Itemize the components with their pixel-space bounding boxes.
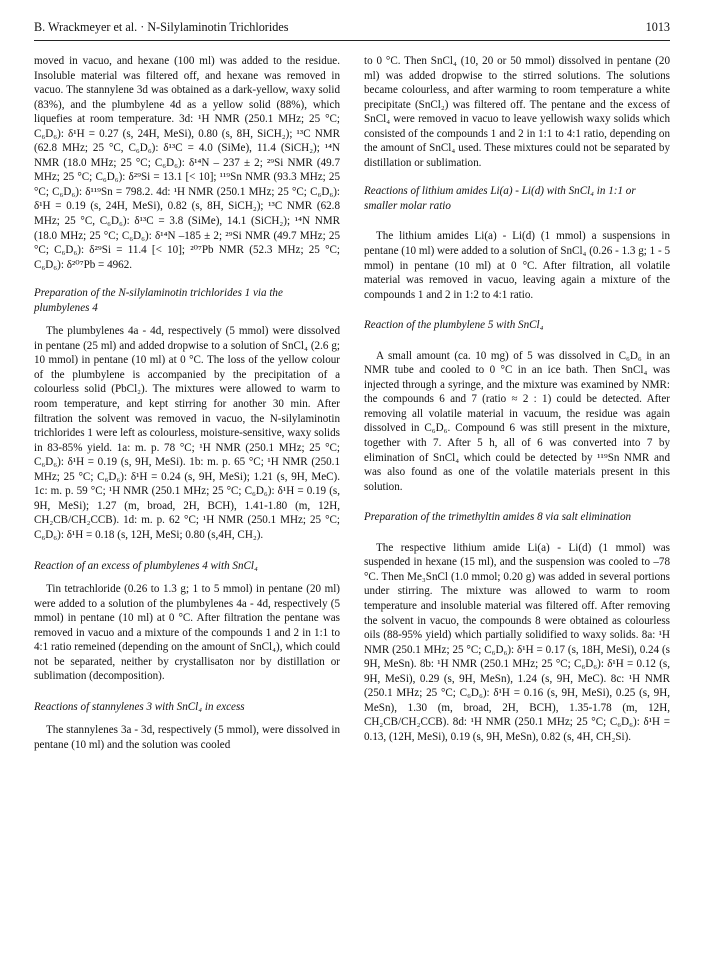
section-heading-lithium-amides: Reactions of lithium amides Li(a) - Li(d) with SnCl₄ in 1:1 or smaller molar ratio xyxy=(364,185,636,212)
section-heading-stannylenes: Reactions of stannylenes 3 with SnCl₄ in excess xyxy=(34,700,245,713)
paragraph-lithium-amides: The lithium amides Li(a) - Li(d) (1 mmol) a suspensions in pentane (10 ml) were added to a solution of SnCl₄ (0.26 - 1.3 g; 1 - 5 mmol) in pentane (10 ml) at 0 °C. After filtration, all volatile material was removed in vacuo, leaving again a mixture of the compounds 1 and 2 in 1:2 to 4:1 ratio. xyxy=(364,230,670,301)
paragraph-synthesis-continued: moved in vacuo, and hexane (100 ml) was added to the residue. Insoluble material was filtered off, and hexane was removed in vacuo. The stannylene 3d was obtained as a dark-yellow, waxy solid (83%), and the plumbylene 4d as a yellow solid (88%), which liquefies at room temperature. 3d: ¹H NMR (250.1 MHz; 25 °C; C₆D₆): δ¹H = 0.27 (s, 24H, MeSi), 0.80 (s, 8H, SiCH₂); ¹³C NMR (62.8 MHz; 25 °C, C₆D₆): δ¹³C = 4.0 (SiMe), 11.4 (SiCH₂); ¹⁴N NMR (18.0 MHz; 25 °C; C₆D₆): δ¹⁴N – 237 ± 2; ²⁹Si NMR (49.7 MHz; 25 °C; C₆D₆): δ²⁹Si = 13.1 [< 10]; ¹¹⁹Sn NMR (93.3 MHz; 25 °C; C₆D₆): δ¹¹⁹Sn = 798.2. 4d: ¹H NMR (250.1 MHz; 25 °C; C₆D₆): δ¹H = 0.19 (s, 24H, MeSi), 0.82 (s, 8H, SiCH₂); ¹³C NMR (62.8 MHz; 25 °C, C₆D₆): δ¹³C = 3.8 (SiMe), 14.1 (SiCH₂); ¹⁴N NMR (18.0 MHz; 25 °C; C₆D₆): δ¹⁴N –185 ± 2; ²⁹Si NMR (49.7 MHz; 25 °C; C₆D₆): δ²⁹Si = 11.4 [< 10]; ²⁰⁷Pb NMR (52.3 MHz; 25 °C; C₆D₆): δ²⁰⁷Pb = 4962. xyxy=(34,55,340,271)
section-heading-trichlorides: Preparation of the N-silylaminotin trichlorides 1 via the plumbylenes 4 xyxy=(34,287,283,314)
right-column xyxy=(364,54,670,744)
running-head-authors: B. Wrackmeyer et al. · N-Silylaminotin Trichlorides xyxy=(34,20,289,34)
paragraph-excess-plumbylenes: Tin tetrachloride (0.26 to 1.3 g; 1 to 5 mmol) in pentane (20 ml) were added to a solution of the plumbylenes 4a - 4d, respectively (5 mmol) in pentane (10 ml) at 0 °C. After filtration the pentane was removed in vacuo and a mixture of the compounds 1 and 2 in 1:1 to 4:1 ratio remeined (depending on the amount of SnCl₄), which could not be separated, neither by crystallisaton nor by distillation or sublimation (decomposition). xyxy=(34,583,340,683)
running-head xyxy=(34,18,670,41)
section-heading-plumbylene-5: Reaction of the plumbylene 5 with SnCl₄ xyxy=(364,319,544,332)
paragraph-stannylenes-continued: to 0 °C. Then SnCl₄ (10, 20 or 50 mmol) dissolved in pentane (20 ml) was added dropwise to the stirred solutions. The solutions became colourless, and after warming to room temperature a white precipitate (SnCl₂) was filtered off. The pentane and the excess of SnCl₄ were removed in vacuo to leave yellowish waxy solids which consisted of the compounds 1 and 2 in 1:1 to 4:1 ratio, depending on the amount of SnCl₄ used. These mixtures could not be separated by distillation or sublimation. xyxy=(364,55,670,169)
paragraph-plumbylene-5: A small amount (ca. 10 mg) of 5 was dissolved in C₆D₆ in an NMR tube and cooled to 0 °C in an ice bath. Then SnCl₄ was injected through a syringe, and the mixture was examined by NMR: the compounds 6 and 7 (ratio ≈ 2 : 1) could be detected. After removing all volatile material in vacuum, the residue was again dissolved in C₆D₆. Compound 6 was still present in the mixture, together with 7. After 5 h, all of 6 was converted into 7 by elimination of SnCl₄ which could be detected by ¹¹⁹Sn NMR and was also found as one of the volatile materials present in this solution. xyxy=(364,349,670,493)
left-column xyxy=(34,54,340,753)
section-heading-trimethyltin-amides: Preparation of the trimethyltin amides 8 via salt elimination xyxy=(364,511,632,524)
page-number: 1013 xyxy=(645,20,670,34)
paragraph-trichlorides: The plumbylenes 4a - 4d, respectively (5 mmol) were dissolved in pentane (25 ml) and added dropwise to a solution of SnCl₄ (2.6 g; 10 mmol) in pentane (10 ml) at 0 °C. The loss of the yellow colour of the plumbylene is accompanied by the precipitation of a colourless solid (PbCl₂). The mixtures were allowed to warm to room temperature, and kept stirring for another 30 min. After filtration the solvent was removed in vacuo, the N-silylaminotin trichlorides 1 were left as colourless, moisture-sensitive, waxy solids in 83-85% yield. 1a: m. p. 78 °C; ¹H NMR (250.1 MHz; 25 °C; C₆D₆): δ¹H = 0.19 (s, 9H, MeSi). 1b: m. p. 65 °C; ¹H NMR (250.1 MHz; 25 °C; C₆D₆): δ¹H = 0.24 (s, 9H, MeSi); 1.21 (s, 9H, MeC). 1c: m. p. 59 °C; ¹H NMR (250.1 MHz; 25 °C; C₆D₆): δ¹H = 0.19 (s, 9H, MeSi); 1.27 (m, broad, 2H, BCH), 1.41-1.80 (m, 12H, CH₂CB/CH₂CCB). 1d: m. p. 62 °C; ¹H NMR (250.1 MHz; 25 °C; C₆D₆): δ¹H = 0.18 (s, 12H, MeSi; 0.80 (s,4H, CH₂). xyxy=(34,325,340,541)
section-heading-excess-plumbylenes: Reaction of an excess of plumbylenes 4 with SnCl₄ xyxy=(34,559,258,572)
paragraph-trimethyltin-amides: The respective lithium amide Li(a) - Li(d) (1 mmol) was suspended in hexane (15 ml), and the suspension was cooled to –78 °C. Then Me₃SnCl (1.0 mmol; 0.20 g) was added in several portions under stirring. The mixture was allowed to warm to room temperature and insoluble material was filtered off. After removing the solvent in vacuo, the compounds 8 were obtained as colourless oils (88-95% yield) which partially solidified to waxy solids. 8a: ¹H NMR (250.1 MHz; 25 °C; C₆D₆): δ¹H = 0.17 (s, 18H, MeSi), 0.24 (s 9H, MeSn). 8b: ¹H NMR (250.1 MHz; 25 °C; C₆D₆): δ¹H = 0.12 (s, 9H, MeSi), 0.29 (s, 9H, MeSn), 1.24 (s, 9H, MeC). 8c: ¹H NMR (250.1 MHz; 25 °C; C₆D₆): δ¹H = 0.16 (s, 9H, MeSi), 0.25 (s, 9H, MeSn), 1.30 (m, broad, 2H, BCH), 1.35-1.78 (m, 12H, CH₂CB/CH₂CCB). 8d: ¹H NMR (250.1 MHz; 25 °C; C₆D₆): δ¹H = 0.13, (12H, MeSi), 0.19 (s, 9H, MeSn), 0.82 (s, 4H, CH₂Si). xyxy=(364,541,670,743)
paragraph-stannylenes: The stannylenes 3a - 3d, respectively (5 mmol), were dissolved in pentane (10 ml) and the solution was cooled xyxy=(34,724,340,751)
